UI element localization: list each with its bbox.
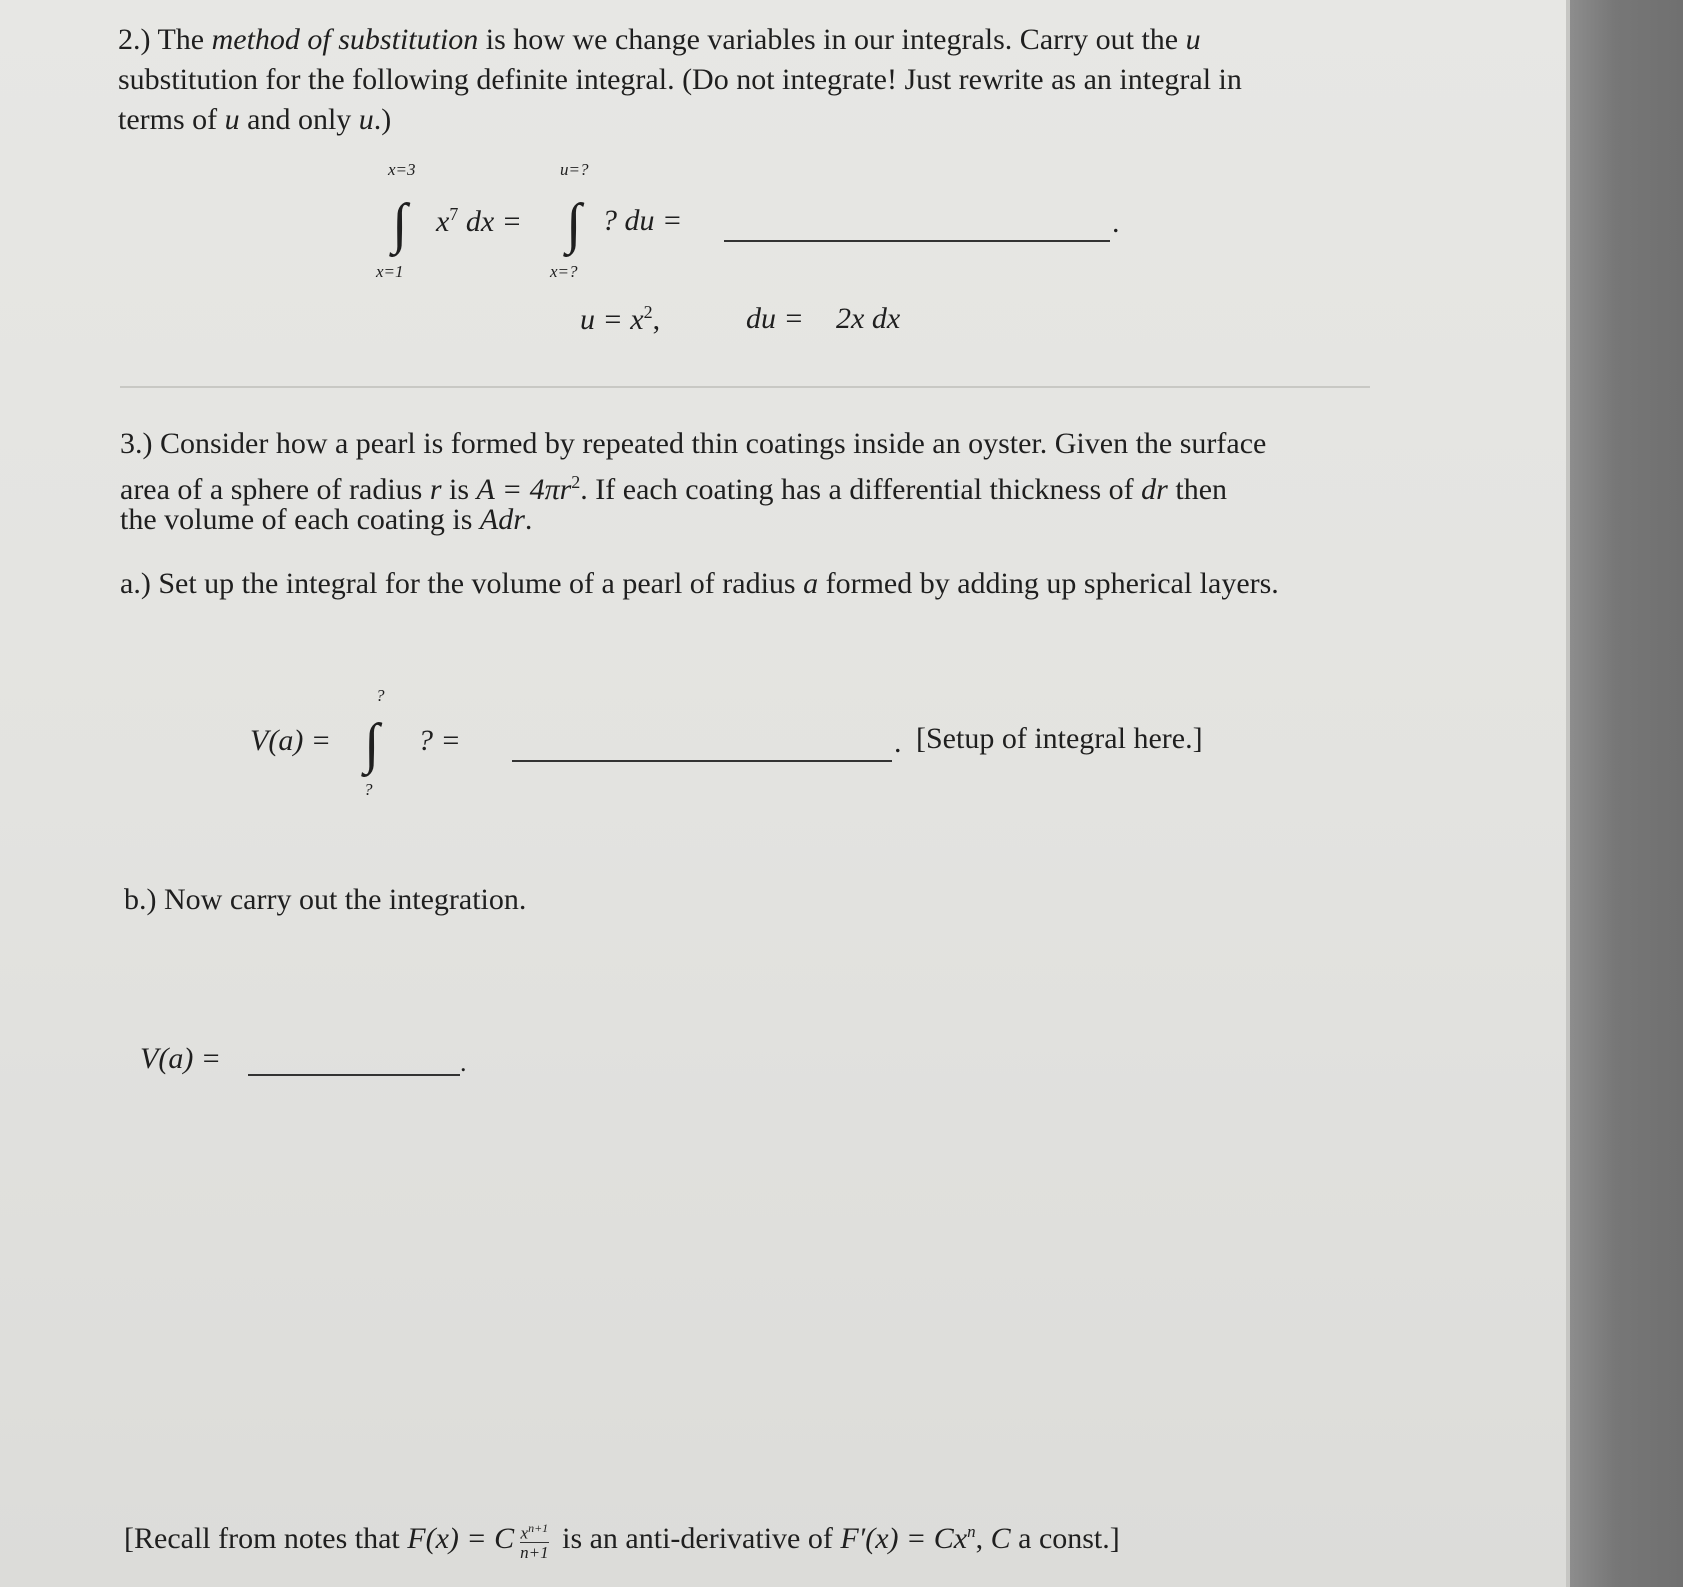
substitution-du: du = <box>746 302 804 335</box>
q3b-label: b.) <box>124 883 157 916</box>
int1-upper-limit: x=3 <box>388 160 416 179</box>
answer-blank-q2[interactable] <box>724 240 1110 242</box>
q3-number: 3.) <box>120 427 153 460</box>
recall-note: [Recall from notes that F(x) = C $\frac{x^{n+1}}{n+1}$ is an anti-derivative of $F'(x) = Cx^n$, C a const.] <box>124 1520 1120 1563</box>
int2-integrand: ? du = <box>602 204 683 237</box>
va-lower-limit: ? <box>364 780 373 799</box>
q2-line-2: substitution for the following definite integral. (Do not integrate! Just rewrite as an integral in <box>118 63 1242 96</box>
q3a-label: a.) <box>120 567 151 600</box>
q2-period: . <box>1112 206 1120 239</box>
vb-period: . <box>460 1048 467 1077</box>
answer-blank-q3a[interactable] <box>512 760 892 762</box>
int1-integrand: $x^7$ dx = <box>436 204 522 238</box>
integral-sign-1: ∫ <box>392 193 408 255</box>
scrollbar-track[interactable] <box>1570 0 1683 1587</box>
q2-number: 2.) <box>118 23 151 56</box>
int2-lower-limit: x=? <box>550 262 578 281</box>
section-divider <box>120 386 1370 388</box>
integral-sign-2: ∫ <box>566 193 582 255</box>
answer-blank-q3b[interactable] <box>248 1074 460 1076</box>
emphasis-method: method of substitution <box>211 23 479 56</box>
va-lhs: V(a) = <box>250 724 332 757</box>
int1-lower-limit: x=1 <box>376 262 404 281</box>
q3-line-3: the volume of each coating is Adr. <box>120 503 533 536</box>
va-period: . <box>894 726 902 759</box>
setup-note: [Setup of integral here.] <box>916 722 1203 755</box>
substitution-u: $u = x^2$, <box>580 302 661 336</box>
integral-sign-3: ∫ <box>364 713 380 775</box>
q2-line-3: terms of u and only u.) <box>118 103 392 136</box>
q2-line-1: 2.) The method of substitution is how we change variables in our integrals. Carry out the u <box>118 23 1201 56</box>
substitution-du-value: 2x dx <box>836 302 901 335</box>
va-integrand: ? = <box>418 724 461 757</box>
int2-upper-limit: u=? <box>560 160 589 179</box>
q3-line-2: area of a sphere of radius r is $A = 4\pi r^2$. If each coating has a differential thickness of dr then <box>120 472 1228 506</box>
recall-fraction: $\frac{x^{n+1}}{n+1}$ <box>520 1520 549 1563</box>
vb-lhs: V(a) = <box>140 1042 222 1075</box>
q3b-prompt: b.) Now carry out the integration. <box>124 883 527 916</box>
va-upper-limit: ? <box>376 686 385 705</box>
q3a-prompt: a.) Set up the integral for the volume of a pearl of radius a formed by adding up spherical layers. <box>120 567 1279 600</box>
q3-line-1: 3.) Consider how a pearl is formed by repeated thin coatings inside an oyster. Given the surface <box>120 427 1267 460</box>
